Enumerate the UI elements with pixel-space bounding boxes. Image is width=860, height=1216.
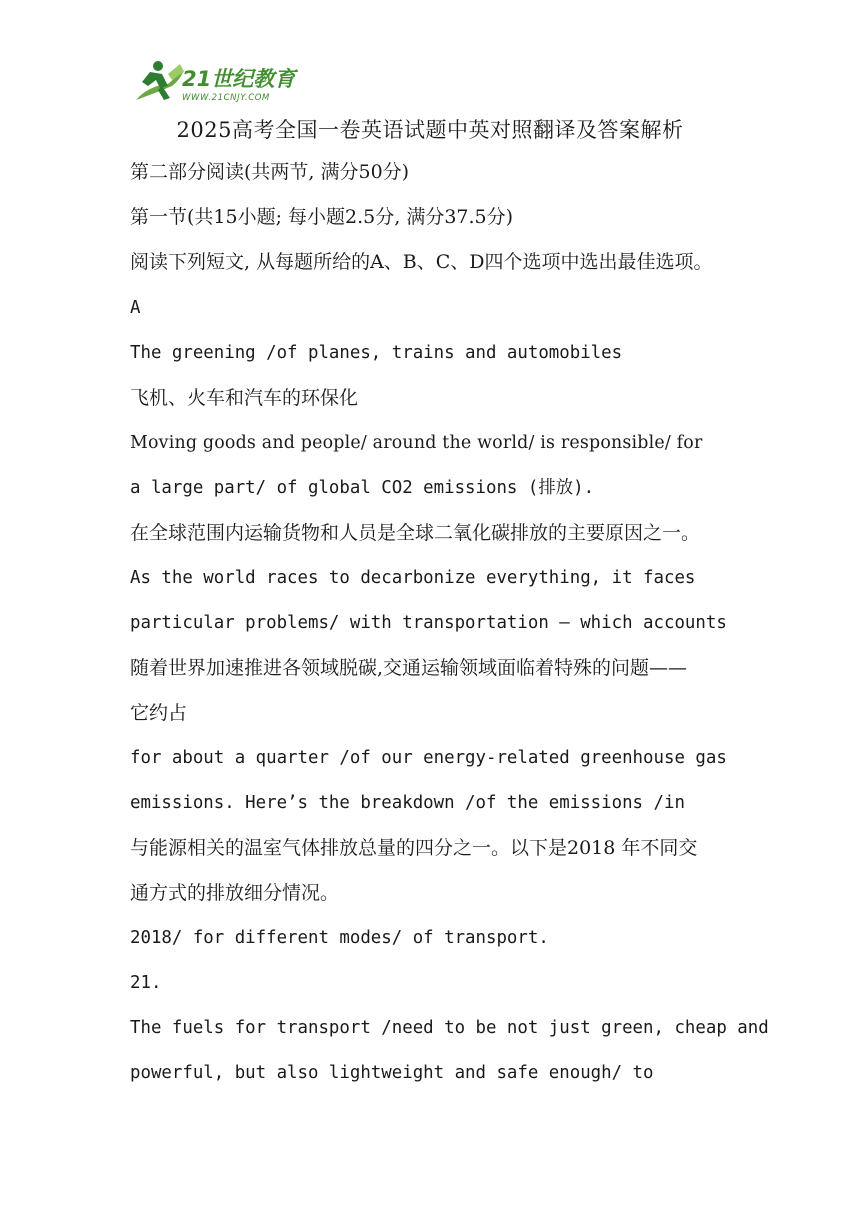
passage-title-zh: 飞机、火车和汽车的环保化	[130, 387, 359, 409]
text-line: The fuels for transport /need to be not just green, cheap and	[130, 1018, 769, 1038]
translation-line: 随着世界加速推进各领域脱碳,交通运输领域面临着特殊的问题——	[130, 657, 688, 679]
question-number: 21.	[130, 973, 162, 993]
translation-line: 通方式的排放细分情况。	[130, 882, 340, 904]
translation-line: 与能源相关的温室气体排放总量的四分之一。以下是2018 年不同交	[130, 837, 698, 859]
text-line: powerful, but also lightweight and safe enough/ to	[130, 1063, 654, 1083]
text-line: emissions. Here’s the breakdown /of the emissions /in	[130, 793, 685, 813]
translation-line: 它约占	[130, 702, 188, 724]
text-line: for about a quarter /of our energy-related greenhouse gas	[130, 748, 727, 768]
translation-line: 在全球范围内运输货物和人员是全球二氧化碳排放的主要原因之一。	[130, 522, 701, 544]
runner-icon	[136, 61, 184, 100]
instructions: 阅读下列短文, 从每题所给的A、B、C、D四个选项中选出最佳选项。	[130, 251, 713, 273]
logo-url: WWW.21CNJY.COM	[182, 93, 270, 103]
text-line: Moving goods and people/ around the world/ is responsible/ for	[130, 433, 703, 453]
logo-brand: 21世纪教育	[182, 67, 296, 91]
subsection-heading: 第一节(共15小题; 每小题2.5分, 满分37.5分)	[130, 206, 514, 228]
passage-label: A	[130, 298, 141, 318]
section-heading: 第二部分阅读(共两节, 满分50分)	[130, 161, 410, 183]
document-title: 2025高考全国一卷英语试题中英对照翻译及答案解析	[176, 118, 684, 142]
passage-title-en: The greening /of planes, trains and automobiles	[130, 343, 623, 363]
text-line: particular problems/ with transportation — which accounts	[130, 613, 727, 633]
text-line: 2018/ for different modes/ of transport.	[130, 928, 549, 948]
text-line: As the world races to decarbonize everything, it faces	[130, 568, 696, 588]
logo-21cnjy	[128, 56, 298, 106]
text-line: a large part/ of global CO2 emissions (排放).	[130, 478, 595, 498]
